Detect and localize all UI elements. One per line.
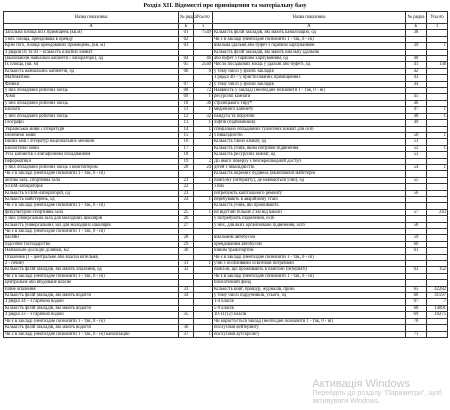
header-total-right: Усього <box>427 12 448 24</box>
right-row-number: 67 <box>406 299 427 305</box>
left-row-number: 07 <box>179 81 194 87</box>
right-row-number: 41 <box>406 62 427 68</box>
right-row-number: 48 <box>406 113 427 119</box>
left-indicator-label: центральне або вбудоване власне <box>4 280 179 286</box>
right-indicator-label: потребують капітального ремонту <box>213 190 406 196</box>
left-row-number: 25 <box>179 209 194 215</box>
right-indicator-label: Чи є в закладі (необхідне позначити 1 - так, 0 - ні) <box>213 36 406 42</box>
right-total-value: 1 <box>427 113 448 119</box>
right-row-number: 51 <box>406 139 427 145</box>
right-row-number: 69 <box>406 312 427 318</box>
right-indicator-label: бібліотечний фонд <box>213 280 406 286</box>
right-indicator-label: послугами аутсорсінгу <box>213 331 406 337</box>
left-row-number: 05 <box>179 62 194 68</box>
left-indicator-label: Кількість філій закладів, які мають опалення, од <box>4 267 179 273</box>
left-indicator-label: у них обладнано робочих місць <box>4 88 179 94</box>
left-indicator-label: Математики <box>4 75 179 81</box>
left-row-number: 22 <box>179 184 194 190</box>
right-indicator-label: у тому числі у філіях закладів <box>213 68 406 74</box>
left-total-value: 46 <box>194 56 213 62</box>
right-indicator-label: медичного кабінету <box>213 107 406 113</box>
right-indicator-label: Кількість таких кімнат, од <box>213 139 406 145</box>
left-row-number: 27 <box>179 222 194 228</box>
left-row-number: 34 <box>179 293 194 299</box>
letter-a: А <box>4 24 179 30</box>
right-indicator-label: Кількість ресурсних кімнат, од <box>213 152 406 158</box>
right-row-number: 45 <box>406 94 427 100</box>
left-row-number: 03 <box>179 43 194 49</box>
right-row-number: 65 <box>406 286 427 292</box>
right-indicator-label: Кількість учнів, які проживають <box>213 203 406 209</box>
right-indicator-label: Кількість книг, брошур, журналів, прим. <box>213 286 406 292</box>
left-total-value: 7549 <box>194 30 213 36</box>
left-row-number: 15 <box>179 132 194 138</box>
right-total-value: 1 <box>427 145 448 151</box>
left-row-number: 12 <box>179 113 194 119</box>
right-row-number: 70 <box>406 318 427 324</box>
header-row <box>4 12 448 24</box>
table-row <box>4 331 448 337</box>
right-row-number: 46 <box>406 100 427 106</box>
right-indicator-label: Число посадкових місць у їдальні або буфеті, од <box>213 62 406 68</box>
left-indicator-label: Чи є в закладі (необхідне позначити 1 - так, 0 - ні) <box>4 203 179 209</box>
left-total-value: 1 <box>194 107 213 113</box>
left-indicator-label: у них обладнано робочих місць з комп'ютером <box>4 164 179 170</box>
right-total-value: 1 <box>427 107 448 113</box>
left-indicator-label: З рядків 01 та 03 – кількість класних кімнат <box>4 49 179 55</box>
right-total-value: 7 <box>427 299 448 305</box>
left-row-number: 01 <box>179 30 194 36</box>
right-row-number: 68 <box>406 305 427 311</box>
left-indicator-label: З рядка 34 – з гарячою водою <box>4 299 179 305</box>
left-indicator-label: Загальна площа всіх приміщень (кв.м) <box>4 30 179 36</box>
left-indicator-label: (включаючи навчальні кабінети і лабораторії), од <box>4 56 179 62</box>
left-total-value: 72 <box>194 88 213 94</box>
left-row-number: 09 <box>179 94 194 100</box>
left-row-number: 10 <box>179 100 194 106</box>
header-name-right: Назва показника <box>213 12 406 24</box>
right-indicator-label: у них, для яких організовано підвезення, осіб <box>213 222 406 228</box>
left-indicator-label: актова зала, спортивна зала <box>4 177 179 183</box>
left-row-number: 04 <box>179 56 194 62</box>
left-indicator-label: Кількість навчальних кабінетів, од <box>4 68 179 74</box>
left-indicator-label: басейн <box>4 235 179 241</box>
right-row-number: 43 <box>406 75 427 81</box>
right-indicator-label: стрілецького тиру* <box>213 100 406 106</box>
left-indicator-label: Хімії <box>4 94 179 100</box>
left-total-value: 2 <box>194 132 213 138</box>
header-name-left: Назва показника <box>4 12 179 24</box>
left-row-number: 31 <box>179 261 194 267</box>
letter-a: А <box>213 24 406 30</box>
header-row-right: № рядка <box>406 12 427 24</box>
left-total-value: 2 <box>194 81 213 87</box>
right-indicator-label: Кількість філій закладів, які мають каналізацію, од <box>213 30 406 36</box>
left-indicator-label: Навчально-дослідні ділянки, м2 <box>4 248 179 254</box>
right-total-value: 138 <box>427 62 448 68</box>
left-indicator-label: З рядка 33 – з гарячою водою <box>4 312 179 318</box>
right-indicator-label: у потребують підвезення, осіб <box>213 216 406 222</box>
left-row-number: 21 <box>179 177 194 183</box>
watermark-text: активувати Windows. <box>312 398 381 405</box>
section-title: Розділ XII. Відомості про приміщення та матеріальну базу <box>143 2 307 9</box>
right-indicator-label: З рядка 40 – у пристосованих приміщеннях <box>213 75 406 81</box>
right-indicator-label: Чи є в закладі (необхідне позначити 1 - так, 0 - ні) <box>213 273 406 279</box>
right-row-number: 60 <box>406 241 427 247</box>
right-total-value: 10275 <box>427 312 448 318</box>
right-row-number: 40 <box>406 56 427 62</box>
right-total-value: 1 <box>427 164 448 170</box>
left-total-value: 1 <box>194 177 213 183</box>
right-indicator-label: або буфет з гарячим харчуванням, од <box>213 56 406 62</box>
right-total-value: 243 <box>427 209 448 215</box>
left-row-number: 14 <box>179 126 194 132</box>
right-indicator-label: 5-9 класів <box>213 305 406 311</box>
left-indicator-label: у них обладнано робочих місць <box>4 113 179 119</box>
left-indicator-label: 2 - пічне) <box>4 261 179 267</box>
right-row-number: 57 <box>406 209 427 215</box>
right-row-number: 52 <box>406 145 427 151</box>
right-total-value: 42282 <box>427 286 448 292</box>
right-total-value <box>427 331 448 337</box>
right-indicator-label: пансіон, що проживають в пансіоні (інтернаті) <box>213 267 406 273</box>
left-row-number: 32 <box>179 267 194 273</box>
right-total-value: 31597 <box>427 293 448 299</box>
right-indicator-label: перебувають в аварійному стані <box>213 196 406 202</box>
left-row-number: 36 <box>179 325 194 331</box>
left-total-value: 1 <box>194 331 213 337</box>
right-indicator-label: у тому числі у філіях закладів <box>213 81 406 87</box>
right-row-number: 38 <box>406 30 427 36</box>
right-total-value: 14891 <box>427 305 448 311</box>
right-row-number: 49 <box>406 120 427 126</box>
left-indicator-label: Чи є в закладі (необхідне позначити 1 - так, 0 - ні) <box>4 229 179 235</box>
left-row-number: 16 <box>179 139 194 145</box>
left-row-number: 33 <box>179 286 194 292</box>
right-row-number: 54 <box>406 164 427 170</box>
left-indicator-label: пічне опалення <box>4 286 179 292</box>
left-row-number: 19 <box>179 158 194 164</box>
letter-one: 1 <box>427 24 448 30</box>
left-row-number: 08 <box>179 88 194 94</box>
letter-one: 1 <box>194 24 213 30</box>
left-indicator-label: фізкультурно-спортивна зала <box>4 209 179 215</box>
left-total-value: 6 <box>194 68 213 74</box>
right-row-number: 44 <box>406 81 427 87</box>
left-total-value: 1 <box>194 120 213 126</box>
left-row-number: 29 <box>179 241 194 247</box>
right-indicator-label: учні з особливими освітніми потребами <box>213 261 406 267</box>
right-indicator-label: 10-11(12) класів <box>213 312 406 318</box>
letter-b: Б <box>179 24 194 30</box>
left-row-number: 18 <box>179 152 194 158</box>
left-total-value: 2540 <box>194 62 213 68</box>
right-indicator-label: іншим транспортом <box>213 248 406 254</box>
right-indicator-label: з них <box>213 184 406 190</box>
left-indicator-label: Кількість універсальних зал для молодших школярів <box>4 222 179 228</box>
left-indicator-label: Опалення (1 - центральне або власна котельня, <box>4 254 179 260</box>
watermark-text: Перейдіть до розділу "Параметри", щоб <box>312 390 442 397</box>
left-indicator-label: у них обладнано робочих місць <box>4 100 179 106</box>
right-row-number: 42 <box>406 68 427 74</box>
right-indicator-label: послугами кейтерингу <box>213 325 406 331</box>
left-indicator-label: Їх площа, (кв. м) <box>4 62 179 68</box>
left-row-number: 35 <box>179 312 194 318</box>
windows-activation-watermark <box>312 378 442 406</box>
left-row-number: 37 <box>179 331 194 337</box>
right-indicator-label: шкільним автобусом <box>213 235 406 241</box>
right-row-number: 66 <box>406 293 427 299</box>
left-indicator-label: підсобне господарство <box>4 241 179 247</box>
right-row-number: 61 <box>406 248 427 254</box>
left-indicator-label: з неї: площа, орендована в оренду <box>4 36 179 42</box>
left-total-value: 24 <box>194 164 213 170</box>
left-total-value: 1 <box>194 261 213 267</box>
left-indicator-label: Інших мов і літератур національних меншин <box>4 139 179 145</box>
right-indicator-label: на відстані більше 2 км від школи <box>213 209 406 215</box>
right-row-number: 53 <box>406 152 427 158</box>
left-indicator-label: Чи є в закладі (необхідне позначити 1 - так, 0 - ні) каналізацію <box>4 331 179 337</box>
left-indicator-label: Кількість філій закладів, які мають водогін <box>4 293 179 299</box>
right-row-number: 59 <box>406 235 427 241</box>
right-row-number: 56 <box>406 190 427 196</box>
form-sheet <box>3 11 447 338</box>
right-indicator-label: Кількість учнів, яким потрібне підвезення <box>213 145 406 151</box>
left-total-value: 1 <box>194 209 213 215</box>
left-row-number: 23 <box>179 190 194 196</box>
right-indicator-label: з інвалідністю <box>213 132 406 138</box>
right-indicator-label: До якого поверху є безперешкодний доступ <box>213 158 406 164</box>
right-row-number: 47 <box>406 107 427 113</box>
left-indicator-label: Української мови і літератури <box>4 126 179 132</box>
left-row-number: 24 <box>179 196 194 202</box>
right-row-number: 39 <box>406 43 427 49</box>
right-indicator-label: ресурсної кімнати <box>213 94 406 100</box>
left-indicator-label: Інформатики <box>4 158 179 164</box>
left-row-number: 28 <box>179 235 194 241</box>
left-indicator-label: Географії <box>4 120 179 126</box>
left-indicator-label: у них універсальна зала для молодших школярів <box>4 216 179 222</box>
left-row-number: 30 <box>179 248 194 254</box>
left-total-value: 1 <box>194 126 213 132</box>
right-indicator-label: Чи є в закладі (необхідне позначити 1 - так, 0 - ні) <box>213 254 406 260</box>
header-total-left: Усього <box>194 12 213 24</box>
left-indicator-label: Кількість STEM-лабораторій, од <box>4 190 179 196</box>
left-indicator-label: Іноземної мови <box>4 132 179 138</box>
right-indicator-label: Кількість філій закладів, які мають шкільну їдальню <box>213 49 406 55</box>
left-row-number: 06 <box>179 68 194 74</box>
right-indicator-label: Чи користується заклад (необхідне позначити 1 - так, 0 - ні) <box>213 318 406 324</box>
right-total-value: 152 <box>427 267 448 273</box>
left-indicator-label: Біологічної мови <box>4 145 179 151</box>
left-total-value: 36 <box>194 100 213 106</box>
right-indicator-label: ліфтів (підйомників) <box>213 120 406 126</box>
left-row-number: 11 <box>179 107 194 113</box>
left-total-value: 32 <box>194 113 213 119</box>
right-indicator-label: спеціально обладнаних туалетних кімнат для осіб <box>213 126 406 132</box>
left-row-number: 13 <box>179 120 194 126</box>
right-row-number: 63 <box>406 267 427 273</box>
left-total-value: 1 <box>194 94 213 100</box>
left-indicator-label: Крім того, площа орендованих приміщень, (кв. м) <box>4 43 179 49</box>
right-row-number: 58 <box>406 222 427 228</box>
right-row-number: 50 <box>406 132 427 138</box>
left-row-number: 20 <box>179 164 194 170</box>
left-indicator-label: Кількість філій закладів, які мають водогін <box>4 305 179 311</box>
left-indicator-label: Кількість філій закладів, які мають водогін <box>4 325 179 331</box>
watermark-title: Активація Windows <box>312 378 411 390</box>
left-indicator-label: Чи є в закладі (необхідне позначити 1 - так, 0 - ні) <box>4 318 179 324</box>
right-indicator-label: дітей з інвалідністю <box>213 164 406 170</box>
right-total-value: 1 <box>427 132 448 138</box>
right-indicator-label: у тому числі підручників, усього, од <box>213 293 406 299</box>
left-indicator-label: Біології <box>4 107 179 113</box>
left-row-number: 02 <box>179 36 194 42</box>
left-total-value: 2 <box>194 158 213 164</box>
left-indicator-label: Чи є в закладі (необхідне позначити 1 - так, 0 - ні) <box>4 273 179 279</box>
left-indicator-label: Усіх кабінетів з лінгафонним обладнанням <box>4 152 179 158</box>
left-indicator-label: Кількість майстерень, од <box>4 196 179 202</box>
left-indicator-label: Фізики <box>4 81 179 87</box>
header-row-left: № рядка <box>179 12 194 24</box>
letter-b: Б <box>406 24 427 30</box>
right-row-number: 55 <box>406 177 427 183</box>
right-indicator-label: пандуса та поручнів <box>213 113 406 119</box>
left-indicator-label: Чи є в закладі (необхідне позначити 1 - так, 0 - ні) <box>4 171 179 177</box>
facilities-table <box>3 11 448 338</box>
right-indicator-label: орендованим автобусом <box>213 241 406 247</box>
right-indicator-label: шкільна їдальня або буфет з гарячим харчуванням <box>213 43 406 49</box>
left-row-number: 26 <box>179 216 194 222</box>
right-indicator-label: Кількість окремих будівель (включаючи майстерні <box>213 171 406 177</box>
left-indicator-label: STEM-лабораторія <box>4 184 179 190</box>
right-row-number: 71 <box>406 331 427 337</box>
right-indicator-label: пансіону (інтернату), де навчаються учні), од <box>213 177 406 183</box>
right-indicator-label: Наявність у закладі (необхідне позначити 1 - так, 0 - ні) <box>213 88 406 94</box>
left-total-value: 1 <box>194 196 213 202</box>
right-total-value: 1 <box>427 43 448 49</box>
left-row-number: 17 <box>179 145 194 151</box>
right-indicator-label: 1-4 класів <box>213 299 406 305</box>
